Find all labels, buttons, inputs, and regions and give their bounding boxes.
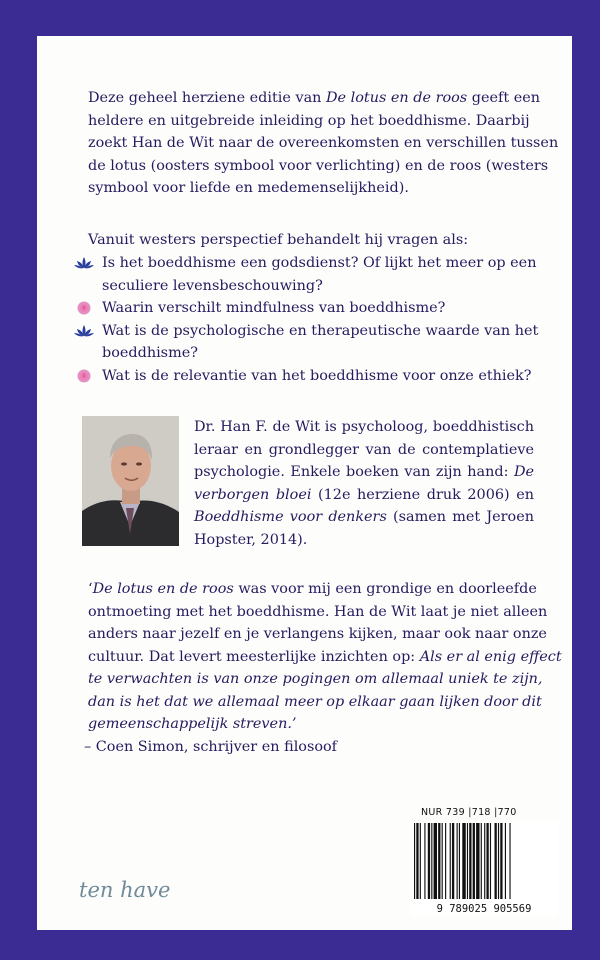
question-text: Is het boeddhisme een godsdienst? Of lijkt het meer op een seculiere levensbeschouwing? xyxy=(102,255,537,294)
question-text: Wat is de psychologische en therapeutische waarde van het boeddhisme? xyxy=(102,322,539,361)
intro-text-start: Deze geheel herziene editie van xyxy=(88,90,327,106)
quote-mark: ‘ xyxy=(88,581,93,597)
question-text: Waarin verschilt mindfulness van boeddhisme? xyxy=(102,300,446,316)
author-bio xyxy=(194,416,534,551)
bio-text: Dr. Han F. de Wit is psycholoog, boeddhistisch leraar en grondlegger van de contemplatieve psychologie. Enkele boeken van zijn hand: xyxy=(194,419,534,480)
intro-text-end: geeft een heldere en uitgebreide inleiding op het boeddhisme. Daarbij zoekt Han de Wit naar de overeenkomsten en verschillen tussen de lotus (oosters symbool voor verlichting) en de roos (westers symbool voor liefde en medemenselijkheid). xyxy=(88,90,559,196)
intro-paragraph xyxy=(88,87,568,200)
quote-text: was voor mij een grondige en doorleefde ontmoeting met het boeddhisme. Han de Wit laat je niet alleen anders naar jezelf en je verlangens kijken, maar ook naar onze cultuur. Dat levert meesterlijke inzichten op: xyxy=(88,581,548,665)
bio-text: (12e herziene druk 2006) en xyxy=(311,486,534,503)
intro-book-title: De lotus en de roos xyxy=(326,90,468,106)
list-item xyxy=(74,320,574,365)
list-item xyxy=(74,365,574,388)
list-item xyxy=(74,252,574,297)
isbn-digits: 9 789025 905569 xyxy=(436,903,532,915)
rose-icon xyxy=(74,368,94,384)
quote-italic-text: Als er al enig effect te verwachten is van onze pogingen om allemaal uniek te zijn, dan is het dat we allemaal meer op elkaar gaan lijken door dit gemeenschappelijk streven.’ xyxy=(88,648,562,732)
bio-book-title: Boeddhisme voor denkers xyxy=(194,509,387,525)
isbn-barcode xyxy=(410,821,558,916)
bio-book-title: De verborgen bloei xyxy=(194,464,534,503)
quote-book-title: De lotus en de roos xyxy=(92,581,234,597)
author-photo xyxy=(82,416,179,546)
list-item xyxy=(74,297,574,320)
bio-text: (samen met Jeroen Hopster, 2014). xyxy=(194,509,534,548)
lotus-icon xyxy=(74,255,94,271)
nur-code: NUR 739 |718 |770 xyxy=(421,807,517,818)
back-cover xyxy=(37,36,572,930)
question-text: Wat is de relevantie van het boeddhisme voor onze ethiek? xyxy=(102,367,532,384)
lotus-icon xyxy=(74,323,94,339)
review-quote xyxy=(88,578,568,736)
questions-lead: Vanuit westers perspectief behandelt hij vragen als: xyxy=(88,232,469,248)
rose-icon xyxy=(74,300,94,316)
publisher-logo: ten have xyxy=(79,878,171,902)
quote-attribution: – Coen Simon, schrijver en filosoof xyxy=(84,739,338,755)
questions-list xyxy=(74,252,574,387)
